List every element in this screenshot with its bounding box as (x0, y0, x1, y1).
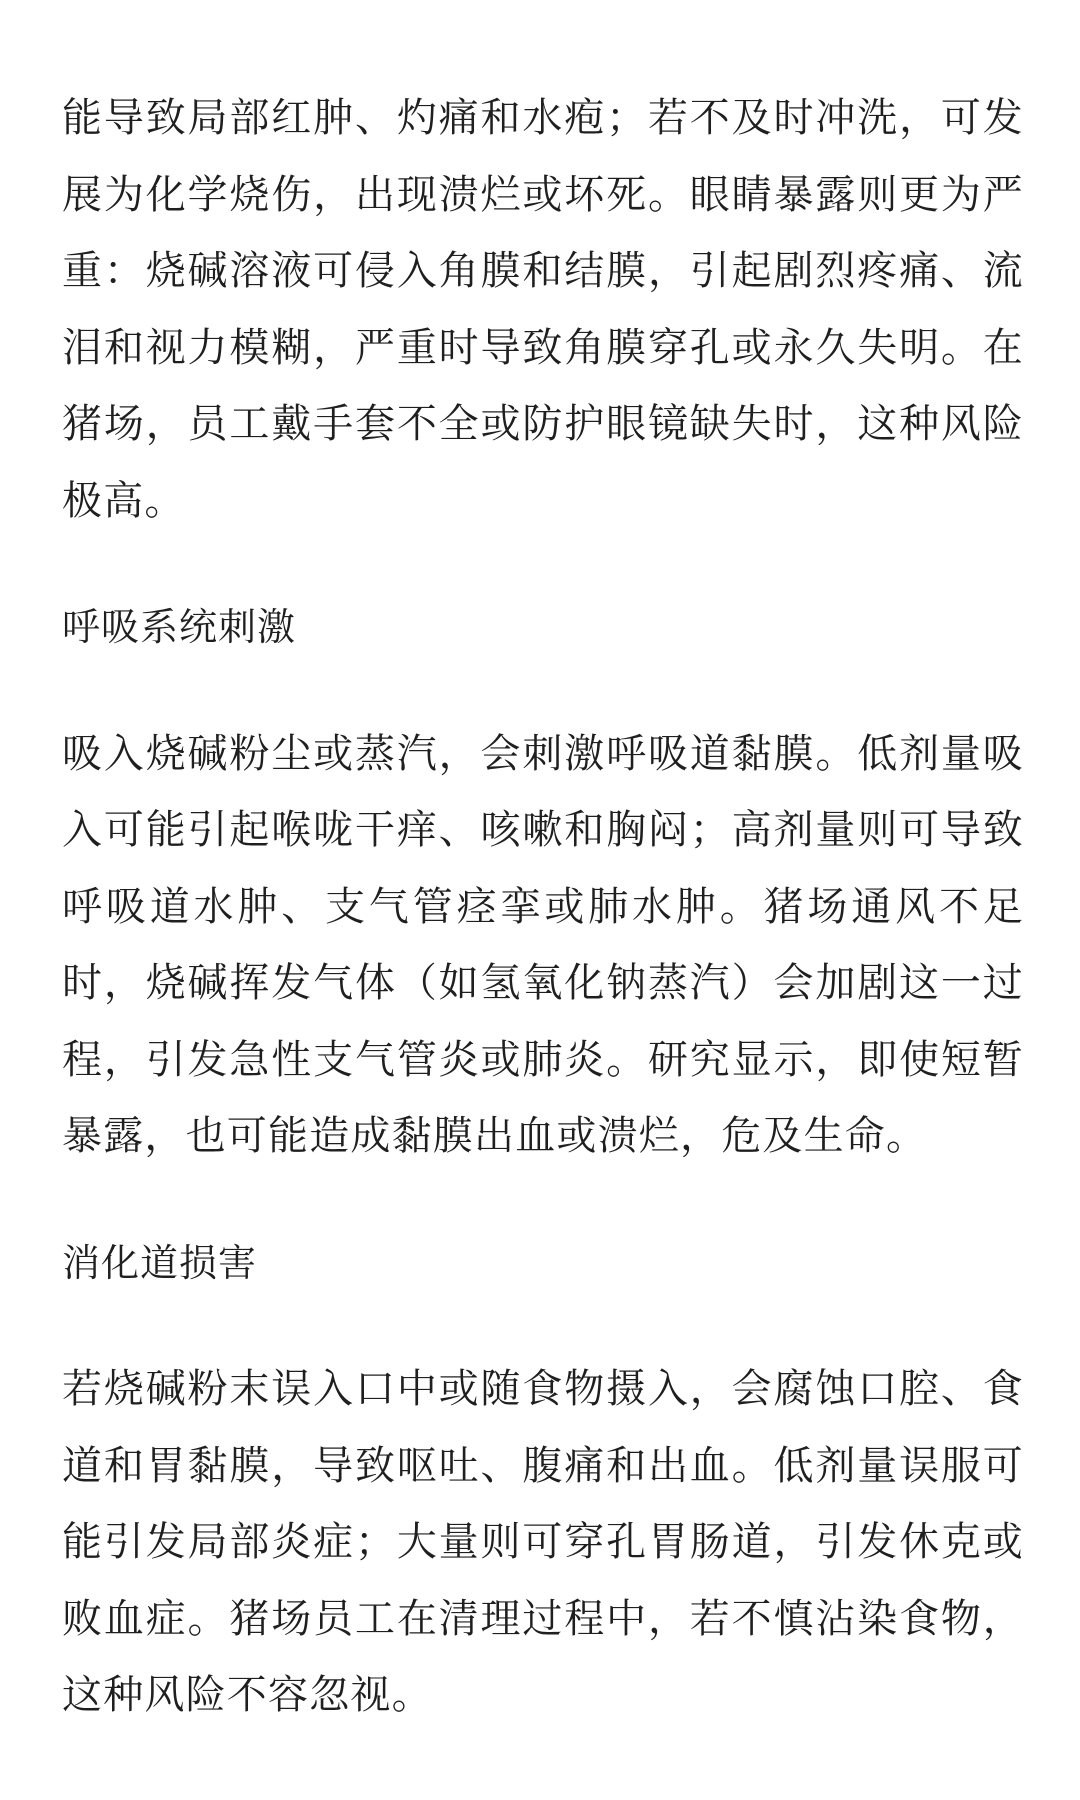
heading-spacer (62, 666, 1024, 716)
paragraph-spacer (62, 539, 1024, 589)
section-heading-respiratory: 呼吸系统刺激 (62, 605, 297, 649)
article-body (62, 80, 1024, 1734)
section-paragraph-respiratory: 吸入烧碱粉尘或蒸汽，会刺激呼吸道黏膜。低剂量吸入可能引起喉咙干痒、咳嗽和胸闷；高剂量则可导致呼吸道水肿、支气管痉挛或肺水肿。猪场通风不足时，烧碱挥发气体（如氢氧化钠蒸汽）会加剧这一过程，引发急性支气管炎或肺炎。研究显示，即使短暂暴露，也可能造成黏膜出血或溃烂，危及生命。 (62, 730, 1024, 1159)
section-heading-digestive: 消化道损害 (62, 1240, 258, 1285)
section-paragraph-digestive: 若烧碱粉末误入口中或随食物摄入，会腐蚀口腔、食道和胃黏膜，导致呕吐、腹痛和出血。低剂量误服可能引发局部炎症；大量则可穿孔胃肠道，引发休克或败血症。猪场员工在清理过程中，若不慎沾染食物，这种风险不容忽视。 (62, 1366, 1024, 1718)
heading-spacer (62, 1301, 1024, 1351)
paragraph-spacer (62, 1175, 1024, 1225)
intro-paragraph: 能导致局部红肿、灼痛和水疱；若不及时冲洗，可发展为化学烧伤，出现溃烂或坏死。眼睛暴露则更为严重：烧碱溶液可侵入角膜和结膜，引起剧烈疼痛、流泪和视力模糊，严重时导致角膜穿孔或永久失明。在猪场，员工戴手套不全或防护眼镜缺失时，这种风险极高。 (62, 95, 1024, 524)
